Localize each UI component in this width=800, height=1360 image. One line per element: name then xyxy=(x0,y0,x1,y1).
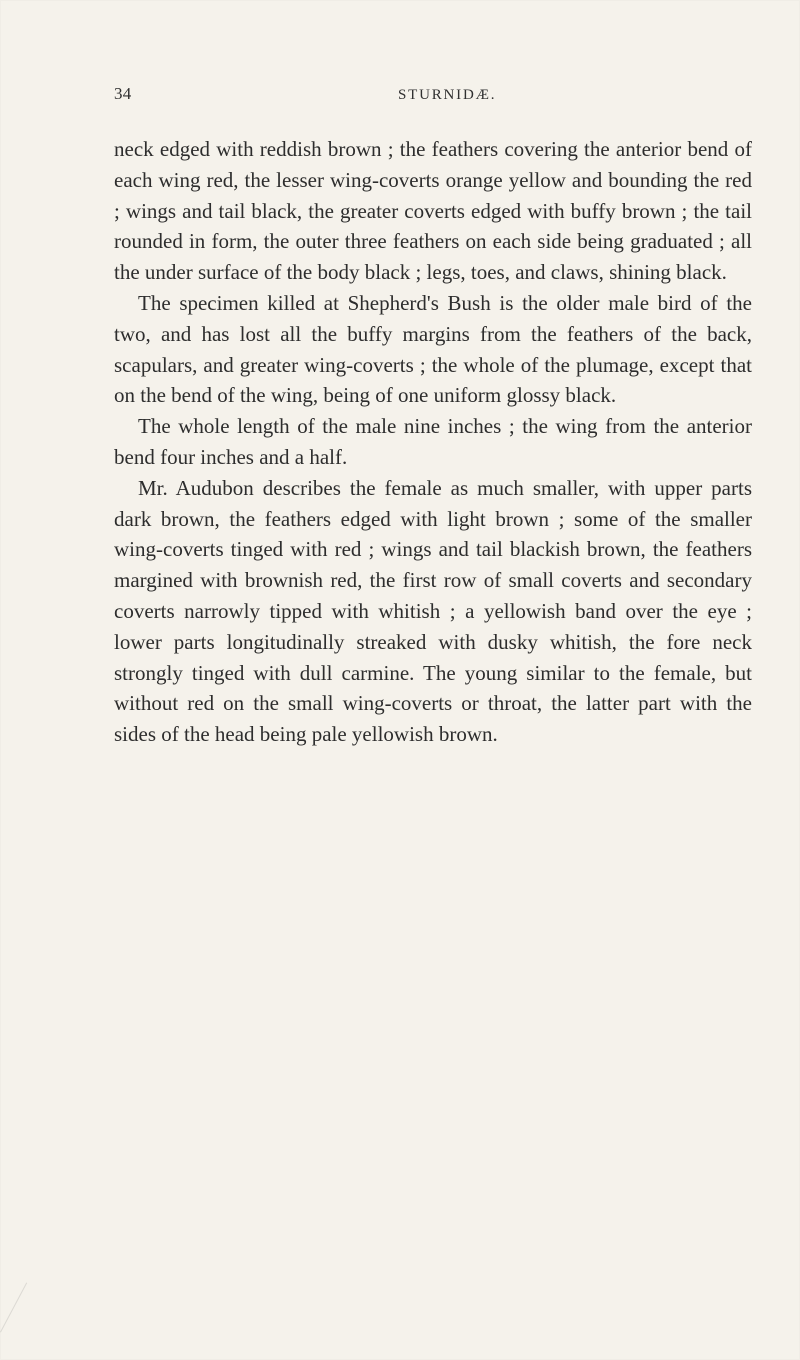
page-header xyxy=(114,84,714,108)
paragraph-4: Mr. Audubon describes the female as much smaller, with upper parts dark brown, the feathers edged with light brown ; some of the smaller wing-coverts tinged with red ; wings and tail blackish brown, the feathers margined with brownish red, the first row of small coverts and secondary coverts narrowly tipped with whitish ; a yellowish band over the eye ; lower parts longitudinally streaked with dusky whitish, the fore neck strongly tinged with dull carmine. The young similar to the female, but without red on the small wing-coverts or throat, the latter part with the sides of the head being pale yellowish brown. xyxy=(114,475,752,747)
running-head: STURNIDÆ. xyxy=(398,87,497,103)
paragraph-1: neck edged with reddish brown ; the feathers covering the anterior bend of each wing red, the lesser wing-coverts orange yellow and bounding the red ; wings and tail black, the greater coverts edged with buffy brown ; the tail rounded in form, the outer three feathers on each side being graduated ; all the under surface of the body black ; legs, toes, and claws, shining black. xyxy=(114,137,752,285)
page-edge-mark xyxy=(0,1283,50,1345)
body-text xyxy=(114,134,752,750)
paragraph-2: The specimen killed at Shepherd's Bush is the older male bird of the two, and has lost all the buffy margins from the feathers of the back, scapulars, and greater wing-coverts ; the whole of the plumage, except that on the bend of the wing, being of one uniform glossy black. xyxy=(114,290,752,408)
paragraph-3: The whole length of the male nine inches ; the wing from the anterior bend four inches and a half. xyxy=(114,414,752,469)
page-number: 34 xyxy=(114,84,132,103)
